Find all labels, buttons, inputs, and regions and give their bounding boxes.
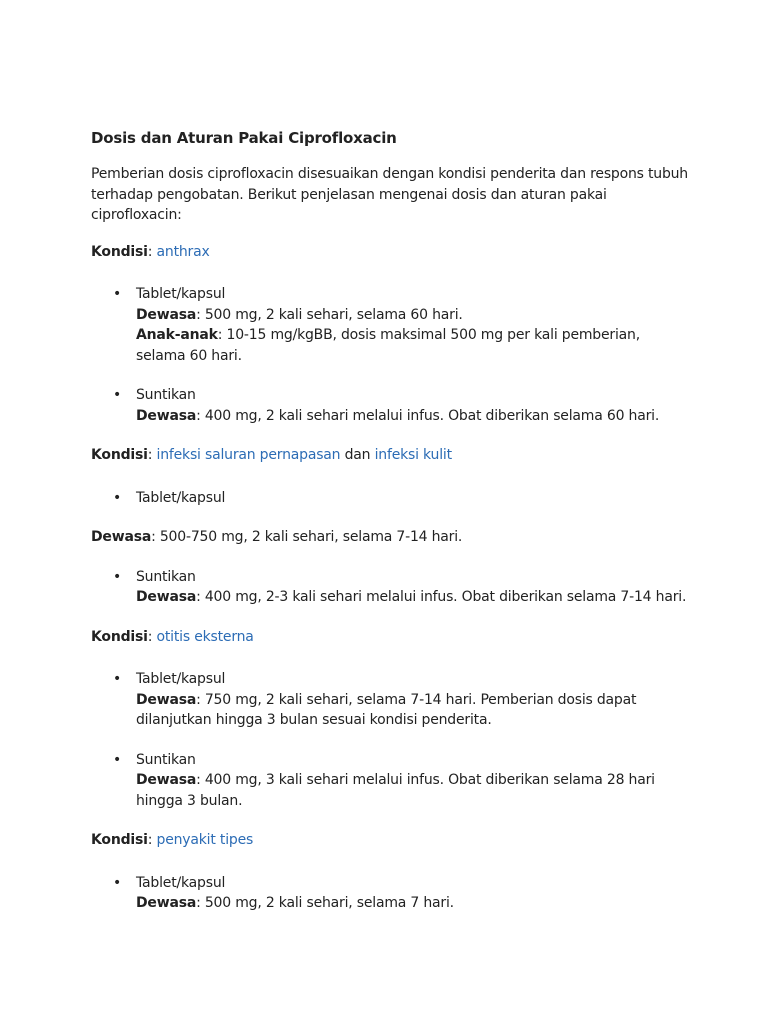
bullet-icon: • <box>113 874 122 891</box>
condition-heading: Kondisi: infeksi saluran pernapasan dan infeksi kulit <box>91 447 452 463</box>
bullet-icon: • <box>113 568 122 585</box>
condition-link[interactable]: anthrax <box>156 243 210 260</box>
bullet-icon: • <box>113 286 122 302</box>
list-item <box>91 284 691 366</box>
dosage-form: Suntikan <box>136 387 196 403</box>
condition-label: Kondisi <box>91 832 148 848</box>
document-body <box>91 128 691 933</box>
condition-link[interactable]: infeksi kulit <box>374 447 452 463</box>
list-item <box>91 873 691 914</box>
list-item <box>91 669 691 731</box>
dosage-list <box>91 669 691 811</box>
list-item <box>91 488 691 509</box>
dosage-line: Dewasa: 750 mg, 2 kali sehari, selama 7-14 hari. Pemberian dosis dapat dilanjutkan hingga 3 bulan sesuai kondisi penderita. <box>136 691 637 728</box>
condition-heading: Kondisi: anthrax <box>91 243 210 260</box>
dosage-list <box>91 873 691 914</box>
dosage-group-label: Dewasa <box>91 529 152 545</box>
condition-link[interactable]: penyakit tipes <box>156 832 254 848</box>
intro-paragraph: Pemberian dosis ciprofloxacin disesuaikan dengan kondisi penderita dan respons tubuh terhadap pengobatan. Berikut penjelasan mengenai dosis dan aturan pakai ciprofloxacin: <box>91 166 688 223</box>
dosage-line: Dewasa: 400 mg, 2-3 kali sehari melalui infus. Obat diberikan selama 7-14 hari. <box>136 589 687 605</box>
dosage-form: Tablet/kapsul <box>136 671 226 687</box>
dosage-group-label: Dewasa <box>136 407 197 424</box>
dosage-line: Dewasa: 400 mg, 3 kali sehari melalui infus. Obat diberikan selama 28 hari hingga 3 bulan. <box>136 772 655 809</box>
dosage-line: Dewasa: 500-750 mg, 2 kali sehari, selama 7-14 hari. <box>91 529 463 545</box>
dosage-list <box>91 284 691 426</box>
condition-heading: Kondisi: otitis eksterna <box>91 628 254 645</box>
dosage-form: Suntikan <box>136 751 196 768</box>
bullet-icon: • <box>113 387 122 403</box>
dosage-list <box>91 488 691 509</box>
condition-link[interactable]: otitis eksterna <box>156 628 254 645</box>
dosage-group-label: Dewasa <box>136 895 197 911</box>
bullet-icon: • <box>113 489 122 506</box>
dosage-form: Tablet/kapsul <box>136 489 226 506</box>
dosage-line: Dewasa: 500 mg, 2 kali sehari, selama 7 hari. <box>136 895 454 911</box>
dosage-form: Suntikan <box>136 568 196 585</box>
bullet-icon: • <box>113 671 122 687</box>
page-title: Dosis dan Aturan Pakai Ciprofloxacin <box>91 129 397 147</box>
condition-label: Kondisi <box>91 243 148 260</box>
dosage-group-label: Dewasa <box>136 589 197 605</box>
condition-link[interactable]: infeksi saluran pernapasan <box>156 447 341 463</box>
condition-label: Kondisi <box>91 628 148 645</box>
dosage-line: Dewasa: 500 mg, 2 kali sehari, selama 60 hari. <box>136 306 463 323</box>
dosage-line: Dewasa: 400 mg, 2 kali sehari melalui infus. Obat diberikan selama 60 hari. <box>136 407 660 424</box>
dosage-group-label: Dewasa <box>136 772 197 788</box>
list-item <box>91 567 691 608</box>
condition-label: Kondisi <box>91 447 148 463</box>
dosage-list <box>91 567 691 608</box>
dosage-group-label: Dewasa <box>136 306 197 323</box>
dosage-group-label: Dewasa <box>136 691 197 708</box>
list-item <box>91 385 691 426</box>
dosage-group-label: Anak-anak <box>136 327 218 343</box>
condition-heading: Kondisi: penyakit tipes <box>91 832 254 848</box>
dosage-line: Anak-anak: 10-15 mg/kgBB, dosis maksimal 500 mg per kali pemberian, selama 60 hari. <box>136 327 640 364</box>
list-item <box>91 750 691 812</box>
dosage-form: Tablet/kapsul <box>136 286 226 302</box>
bullet-icon: • <box>113 751 122 768</box>
dosage-form: Tablet/kapsul <box>136 874 226 891</box>
dosage-sections <box>91 242 691 914</box>
